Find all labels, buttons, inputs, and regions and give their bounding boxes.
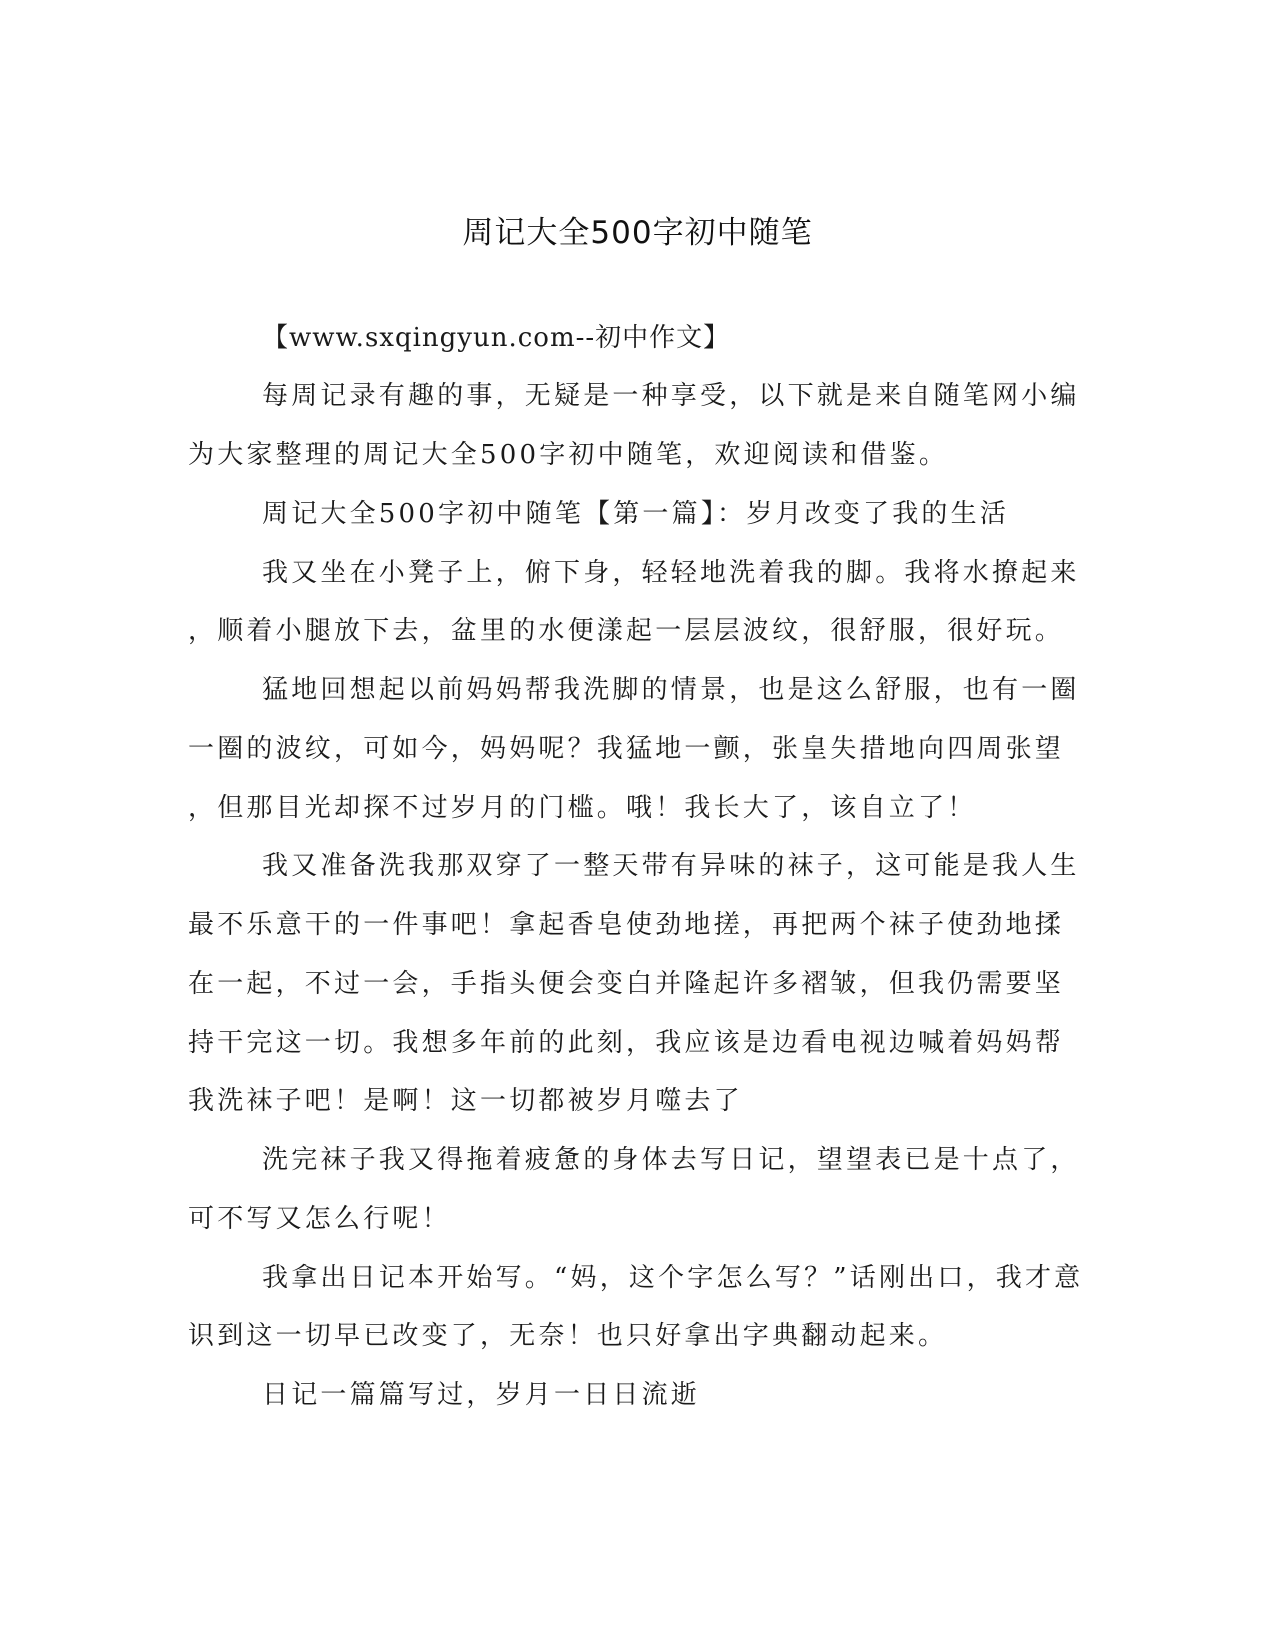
paragraph-line: ，顺着小腿放下去，盆里的水便漾起一层层波纹，很舒服，很好玩。	[188, 616, 1065, 646]
section-heading: 周记大全500字初中随笔【第一篇】：岁月改变了我的生活	[262, 499, 1010, 529]
paragraph-line: 识到这一切早已改变了，无奈！也只好拿出字典翻动起来。	[188, 1321, 948, 1351]
paragraph-line: 在一起，不过一会，手指头便会变白并隆起许多褶皱，但我仍需要坚	[188, 969, 1065, 999]
paragraph-line: 洗完袜子我又得拖着疲惫的身体去写日记，望望表已是十点了，	[262, 1145, 1080, 1175]
document-title: 周记大全500字初中随笔	[462, 215, 813, 251]
paragraph-line: 持干完这一切。我想多年前的此刻，我应该是边看电视边喊着妈妈帮	[188, 1028, 1065, 1058]
paragraph-line: 猛地回想起以前妈妈帮我洗脚的情景，也是这么舒服，也有一圈	[262, 675, 1080, 705]
paragraph-line: 每周记录有趣的事，无疑是一种享受，以下就是来自随笔网小编	[262, 381, 1080, 411]
paragraph-line: 我又准备洗我那双穿了一整天带有异味的袜子，这可能是我人生	[262, 851, 1080, 881]
paragraph-line: 日记一篇篇写过，岁月一日日流逝	[262, 1380, 701, 1410]
paragraph-line: 最不乐意干的一件事吧！拿起香皂使劲地搓，再把两个袜子使劲地揉	[188, 910, 1065, 940]
paragraph-line: 我又坐在小凳子上，俯下身，轻轻地洗着我的脚。我将水撩起来	[262, 558, 1080, 588]
paragraph-line: 一圈的波纹，可如今，妈妈呢？我猛地一颤，张皇失措地向四周张望	[188, 734, 1065, 764]
paragraph-line: ，但那目光却探不过岁月的门槛。哦！我长大了，该自立了！	[188, 793, 977, 823]
paragraph-line: 我拿出日记本开始写。“妈，这个字怎么写？”话刚出口，我才意	[262, 1263, 1084, 1293]
paragraph-line: 我洗袜子吧！是啊！这一切都被岁月噬去了	[188, 1086, 743, 1116]
source-line: 【www.sxqingyun.com--初中作文】	[262, 323, 731, 353]
paragraph-line: 为大家整理的周记大全500字初中随笔，欢迎阅读和借鉴。	[188, 440, 949, 470]
paragraph-line: 可不写又怎么行呢！	[188, 1204, 451, 1234]
